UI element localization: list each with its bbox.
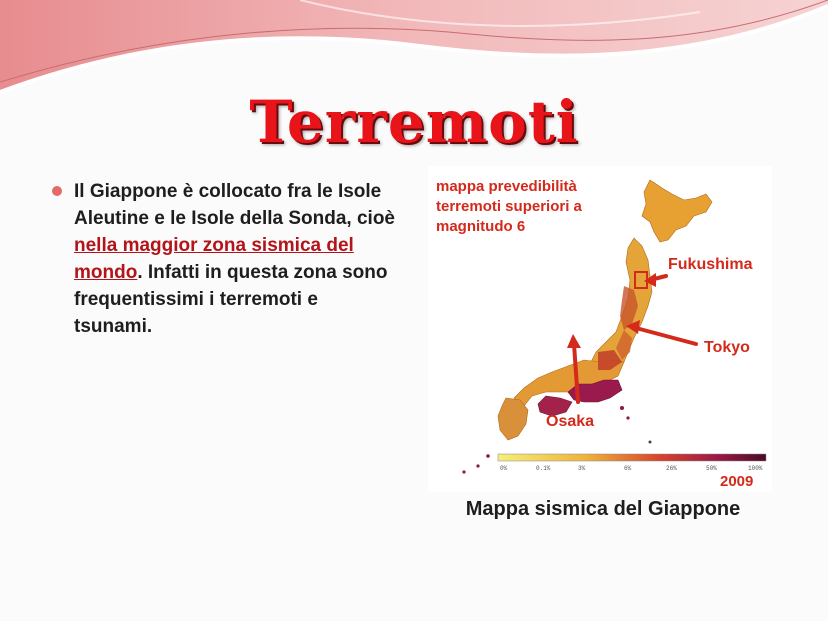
fukushima-label: Fukushima [668, 256, 753, 273]
bullet-paragraph [74, 178, 397, 340]
bullet-text-before: Il Giappone è collocato fra le Isole Aleutine e le Isole della Sonda, cioè [74, 181, 395, 229]
bullet-icon [52, 186, 62, 196]
probability-color-scale [498, 454, 766, 461]
map-year: 2009 [720, 473, 754, 490]
scale-tick-3: 6% [624, 465, 632, 472]
scale-tick-0: 0% [500, 465, 508, 472]
seismic-zone-link[interactable]: nella maggior zona sismica del mondo [74, 235, 354, 283]
scale-tick-5: 50% [706, 465, 717, 472]
scale-tick-6: 100% [748, 465, 763, 472]
map-title-line-3: magnitudo 6 [436, 218, 526, 235]
japan-seismic-map [428, 166, 772, 492]
scale-tick-4: 26% [666, 465, 677, 472]
tokyo-label: Tokyo [704, 339, 750, 356]
slide-title: Terremoti [249, 88, 579, 156]
bullet-text-after: . Infatti in questa zona sono frequentissimi i terremoti e tsunami. [74, 262, 388, 337]
map-caption: Mappa sismica del Giappone [465, 498, 741, 520]
scale-tick-2: 3% [578, 465, 586, 472]
osaka-label: Osaka [546, 413, 595, 430]
map-title-line-2: terremoti superiori a [436, 198, 582, 215]
bullet-list [52, 178, 397, 340]
scale-tick-1: 0.1% [536, 465, 551, 472]
map-title-line-1: mappa prevedibilità [436, 178, 577, 195]
